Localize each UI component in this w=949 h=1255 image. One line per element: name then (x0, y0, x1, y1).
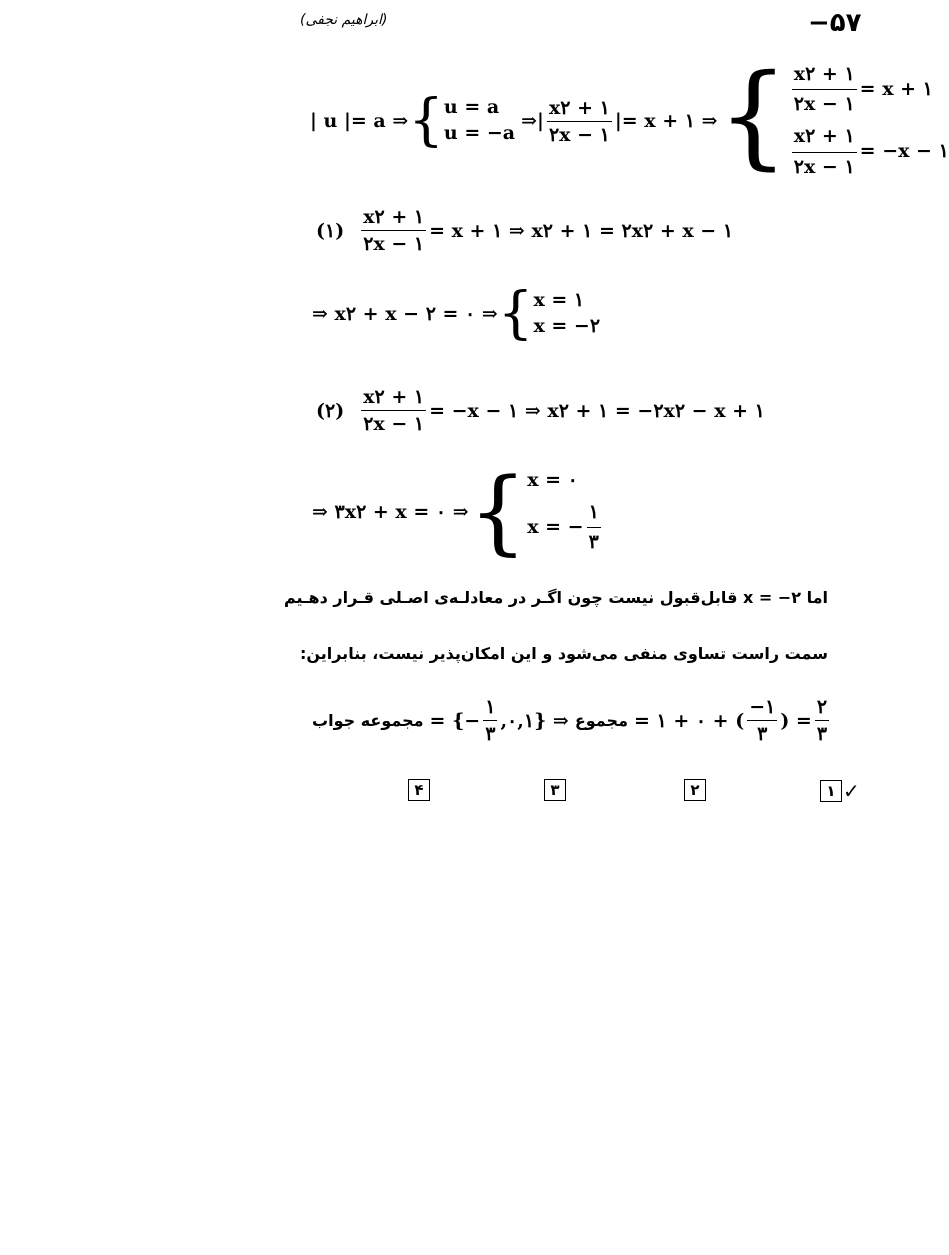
case-1 (789, 62, 949, 118)
final-label: مجموعه جواب (312, 711, 424, 730)
eq4-label: (۲) (316, 399, 345, 422)
case-2: u = −a (443, 122, 516, 144)
denominator: ۲x − ۱ (363, 233, 425, 255)
case-2-rhs: = −x − ۱ (859, 140, 949, 163)
sum-label: مجموع (574, 711, 628, 730)
numerator: x۲ + ۱ (361, 386, 426, 411)
solution-2 (527, 500, 604, 556)
brace: { (468, 458, 528, 565)
case-1-rhs: = x + ۱ (859, 78, 933, 101)
eq4-rhs: = −x − ۱ ⇒ x۲ + ۱ = −۲x۲ − x + ۱ (429, 399, 765, 422)
numerator: ۱ (587, 500, 601, 529)
brace: { (408, 88, 444, 153)
set-suffix: ,۰,۱} ⇒ (500, 709, 569, 732)
denominator: ۳ (816, 723, 828, 745)
solution-2: x = −۲ (533, 315, 601, 337)
eq5-lhs: ⇒ ۳x۲ + x = ۰ ⇒ (312, 501, 469, 523)
numerator: x۲ + ۱ (361, 206, 426, 231)
final-equation (312, 696, 832, 745)
solution-1: x = ۱ (533, 289, 585, 312)
equation-1 (310, 51, 949, 186)
option-4[interactable] (408, 779, 430, 801)
close: ) = (780, 709, 812, 732)
case-1: u = a (443, 96, 500, 119)
fraction (815, 696, 829, 745)
equation-3 (312, 281, 601, 346)
eq1-mid: |= x + ۱ ⇒ (614, 110, 718, 132)
denominator: ۲x − ۱ (793, 93, 855, 116)
numerator: −۱ (747, 696, 777, 721)
option-box: ۳ (544, 779, 566, 801)
denominator: ۳ (757, 723, 768, 745)
fraction (361, 386, 426, 435)
eq1-implies: ⇒| (521, 110, 544, 132)
eq2-rhs: = x + ۱ ⇒ x۲ + ۱ = ۲x۲ + x − ۱ (429, 219, 734, 242)
case-system (444, 95, 515, 146)
brace: { (717, 51, 789, 181)
option-box: ۴ (408, 779, 430, 801)
equation-4 (316, 386, 765, 435)
option-box: ۱ (820, 780, 842, 802)
check-icon: ✓ (843, 779, 860, 803)
eq3-lhs: ⇒ x۲ + x − ۲ = ۰ ⇒ (312, 303, 498, 325)
solution-2-prefix: x = − (527, 515, 584, 538)
fraction (792, 62, 857, 118)
text-line-1: اما x = −۲ قابل‌قبول نیست چون اگـر در معادلـه‌ی اصـلی قـرار دهـیم (283, 588, 828, 607)
numerator: x۲ + ۱ (547, 97, 612, 122)
author: (ابراهیم نجفی) (300, 12, 388, 28)
denominator: ۲x − ۱ (548, 123, 610, 146)
option-2[interactable] (684, 779, 706, 801)
option-1[interactable] (820, 779, 860, 803)
fraction (483, 696, 497, 745)
denominator: ۲x − ۱ (793, 155, 855, 178)
fraction (747, 696, 777, 745)
denominator: ۳ (588, 531, 599, 554)
denominator: ۳ (485, 723, 496, 745)
solution-system (527, 468, 604, 556)
numerator: ۱ (483, 696, 497, 721)
case-system (789, 62, 949, 181)
equation-5 (312, 458, 604, 565)
numerator: x۲ + ۱ (792, 62, 857, 91)
option-3[interactable] (544, 779, 566, 801)
sum-expr: = ۱ + ۰ + ( (633, 709, 745, 732)
set-prefix: = {− (429, 709, 481, 732)
case-2 (789, 124, 949, 180)
brace: { (497, 281, 534, 346)
fraction (792, 124, 857, 180)
equation-2 (316, 206, 733, 255)
solution-system (533, 288, 600, 339)
numerator: ۲ (815, 696, 829, 721)
option-box: ۲ (684, 779, 706, 801)
fraction (361, 206, 426, 255)
page-number: −۵۷ (808, 8, 862, 38)
fraction (587, 500, 601, 556)
denominator: ۲x − ۱ (363, 413, 425, 435)
eq1-lhs: | u |= a ⇒ (310, 110, 409, 132)
fraction (547, 97, 612, 146)
eq2-label: (۱) (316, 219, 345, 242)
text-line-2: سمت راست تساوی منفی می‌شود و این امکان‌پذیر نیست، بنابراین: (299, 644, 828, 663)
numerator: x۲ + ۱ (792, 124, 857, 153)
solution-1: x = ۰ (527, 469, 578, 492)
